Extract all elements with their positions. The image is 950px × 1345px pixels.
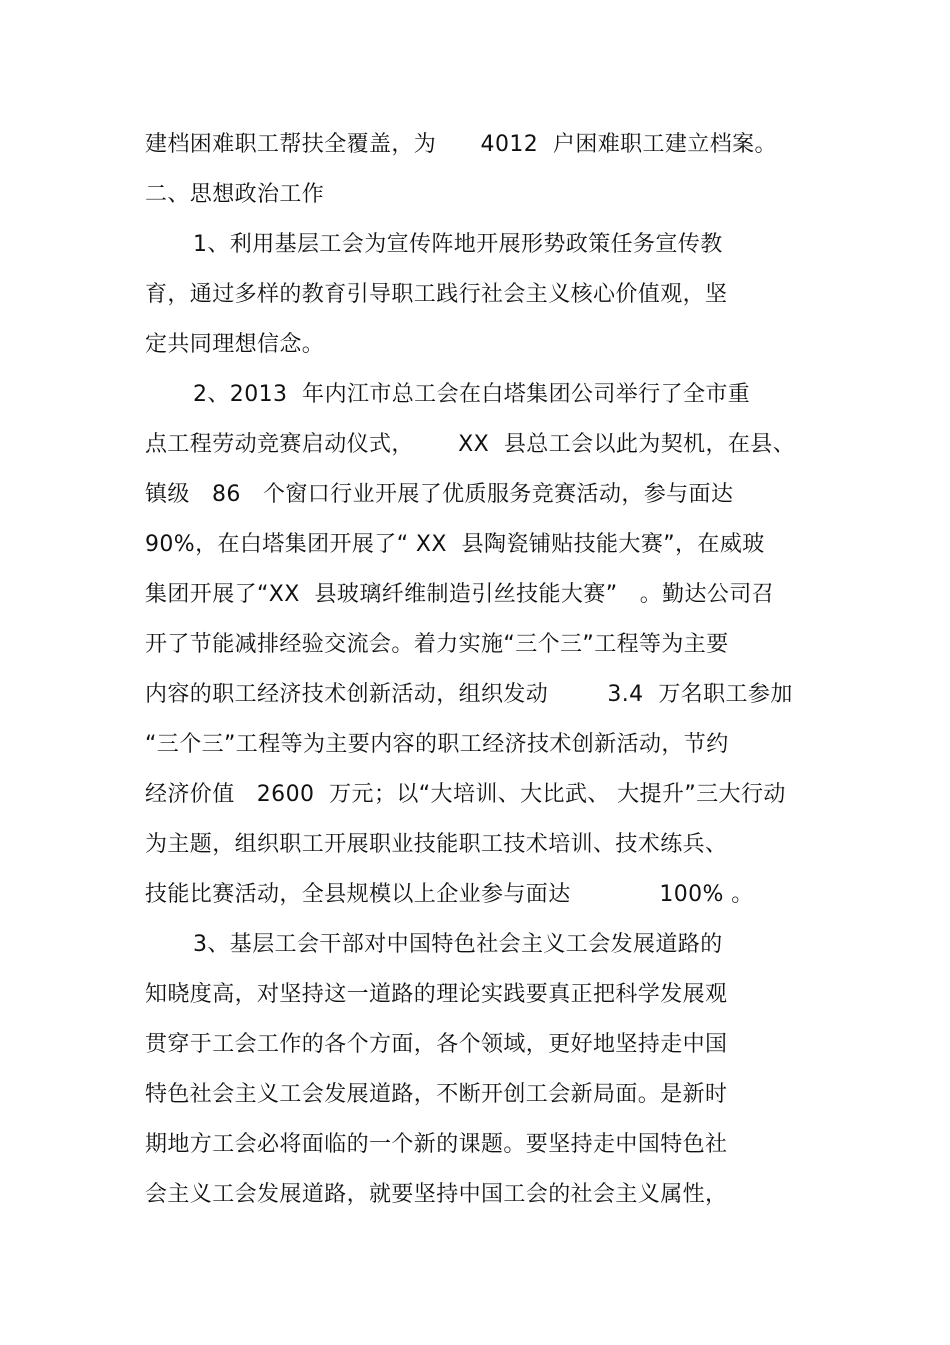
text-line: 点工程劳动竞赛启动仪式， XX 县总工会以此为契机，在县、 [145,432,796,457]
text-line: 2、2013 年内江市总工会在白塔集团公司举行了全市重 [193,382,751,407]
text-line: “三个三”工程等为主要内容的职工经济技术创新活动，节约 [145,732,729,757]
text-line: 会主义工会发展道路，就要坚持中国工会的社会主义属性， [145,1182,728,1207]
text-line: 1、利用基层工会为宣传阵地开展形势政策任务宣传教 [193,232,723,257]
text-line: 内容的职工经济技术创新活动，组织发动 3.4 万名职工参加 [145,682,793,707]
text-line: 90%，在白塔集团开展了“ XX 县陶瓷铺贴技能大赛”，在威玻 [145,532,765,557]
text-line: 育，通过多样的教育引导职工践行社会主义核心价值观，坚 [145,282,728,307]
text-line: 开了节能减排经验交流会。着力实施“三个三”工程等为主要 [145,632,729,657]
text-line: 建档困难职工帮扶全覆盖，为 4012 户困难职工建立档案。 [145,132,777,157]
text-line: 集团开展了“XX 县玻璃纤维制造引丝技能大赛” 。勤达公司召 [145,582,775,607]
text-line: 特色社会主义工会发展道路，不断开创工会新局面。是新时 [145,1082,728,1107]
text-line: 知晓度高，对坚持这一道路的理论实践要真正把科学发展观 [145,982,728,1007]
text-line: 经济价值 2600 万元；以“大培训、大比武、 大提升”三大行动 [145,782,786,807]
text-line: 为主题，组织职工开展职业技能职工技术培训、技术练兵、 [145,832,728,857]
text-line: 镇级 86 个窗口行业开展了优质服务竞赛活动，参与面达 [145,482,734,507]
text-line: 3、基层工会干部对中国特色社会主义工会发展道路的 [193,932,723,957]
text-line: 定共同理想信念。 [145,332,325,357]
text-line: 技能比赛活动，全县规模以上企业参与面达 100% 。 [145,882,754,907]
text-line: 期地方工会必将面临的一个新的课题。要坚持走中国特色社 [145,1132,728,1157]
text-line: 贯穿于工会工作的各个方面，各个领域，更好地坚持走中国 [145,1032,728,1057]
section-heading: 二、思想政治工作 [145,182,325,207]
